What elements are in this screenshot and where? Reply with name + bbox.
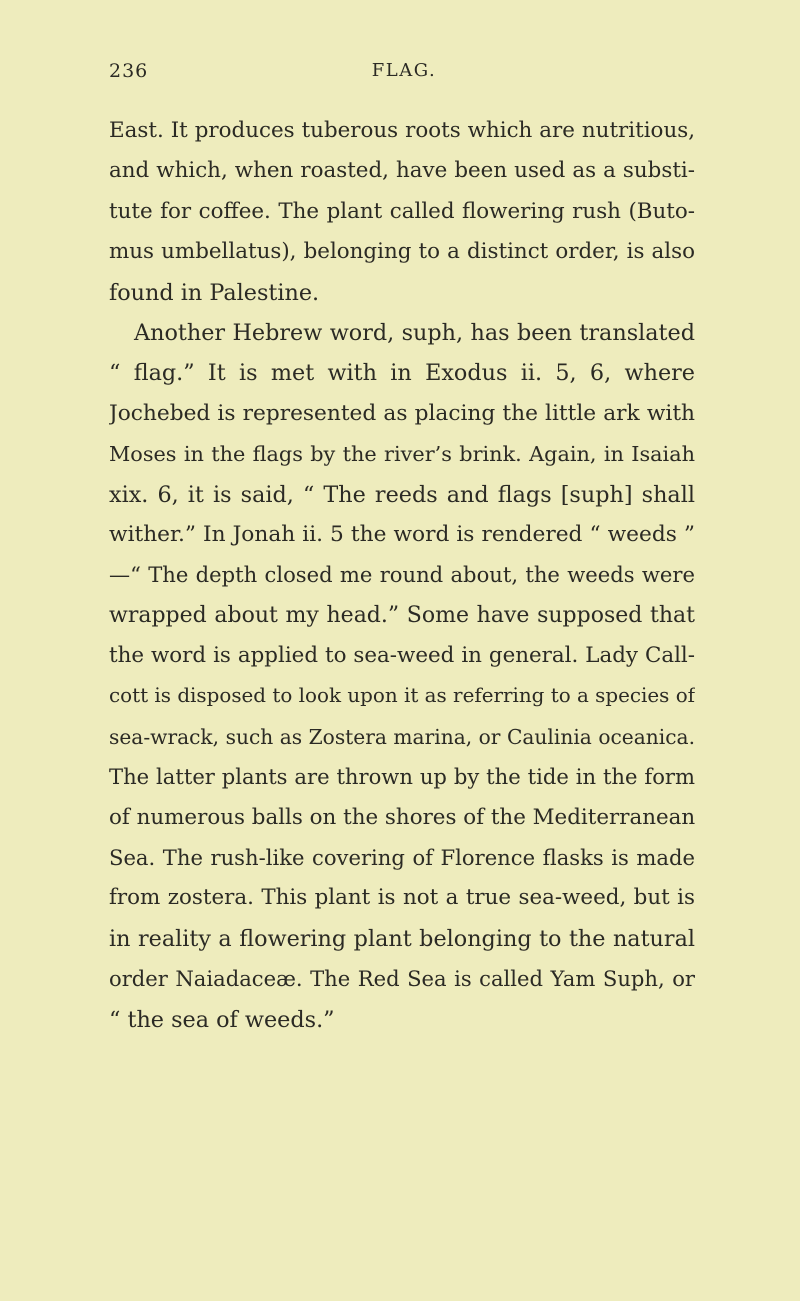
- text-line: from zostera. This plant is not a true sea-weed, but is: [109, 885, 695, 911]
- running-title: FLAG.: [371, 60, 437, 81]
- text-line: —“ The depth closed me round about, the weeds were: [109, 562, 695, 588]
- text-line: mus umbellatus), belonging to a distinct order, is also: [109, 239, 695, 265]
- text-line: found in Palestine.: [109, 279, 320, 306]
- text-line: Moses in the flags by the river’s brink. Again, in Isaiah: [109, 442, 695, 467]
- text-line: wrapped about my head.” Some have supposed that: [109, 602, 695, 628]
- text-line: xix. 6, it is said, “ The reeds and flags [suph] shall: [109, 481, 695, 508]
- text-line: cott is disposed to look upon it as referring to a species of: [109, 684, 695, 708]
- body-text: [109, 111, 695, 1040]
- text-line: Another Hebrew word, suph, has been translated: [134, 319, 695, 346]
- text-line: tute for coffee. The plant called flowering rush (Buto-: [109, 198, 695, 224]
- text-line: East. It produces tuberous roots which are nutritious,: [109, 118, 695, 143]
- page-header: [109, 60, 699, 90]
- text-line: in reality a flowering plant belonging to the natural: [109, 925, 695, 952]
- text-line: order Naiadaceæ. The Red Sea is called Yam Suph, or: [109, 966, 695, 992]
- page-number: 236: [109, 60, 149, 82]
- text-line: wither.” In Jonah ii. 5 the word is rendered “ weeds ”: [109, 521, 695, 547]
- text-line: “ the sea of weeds.”: [109, 1006, 335, 1033]
- text-line: sea-wrack, such as Zostera marina, or Caulinia oceanica.: [109, 724, 695, 749]
- text-line: Jochebed is represented as placing the little ark with: [109, 400, 695, 426]
- text-line: “ flag.” It is met with in Exodus ii. 5, 6, where: [109, 360, 695, 387]
- text-line: the word is applied to sea-weed in general. Lady Call-: [109, 643, 695, 669]
- text-line: of numerous balls on the shores of the Mediterranean: [109, 804, 695, 830]
- text-line: Sea. The rush-like covering of Florence flasks is made: [109, 845, 695, 871]
- text-line: and which, when roasted, have been used as a substi-: [109, 158, 695, 184]
- text-line: The latter plants are thrown up by the tide in the form: [109, 764, 695, 790]
